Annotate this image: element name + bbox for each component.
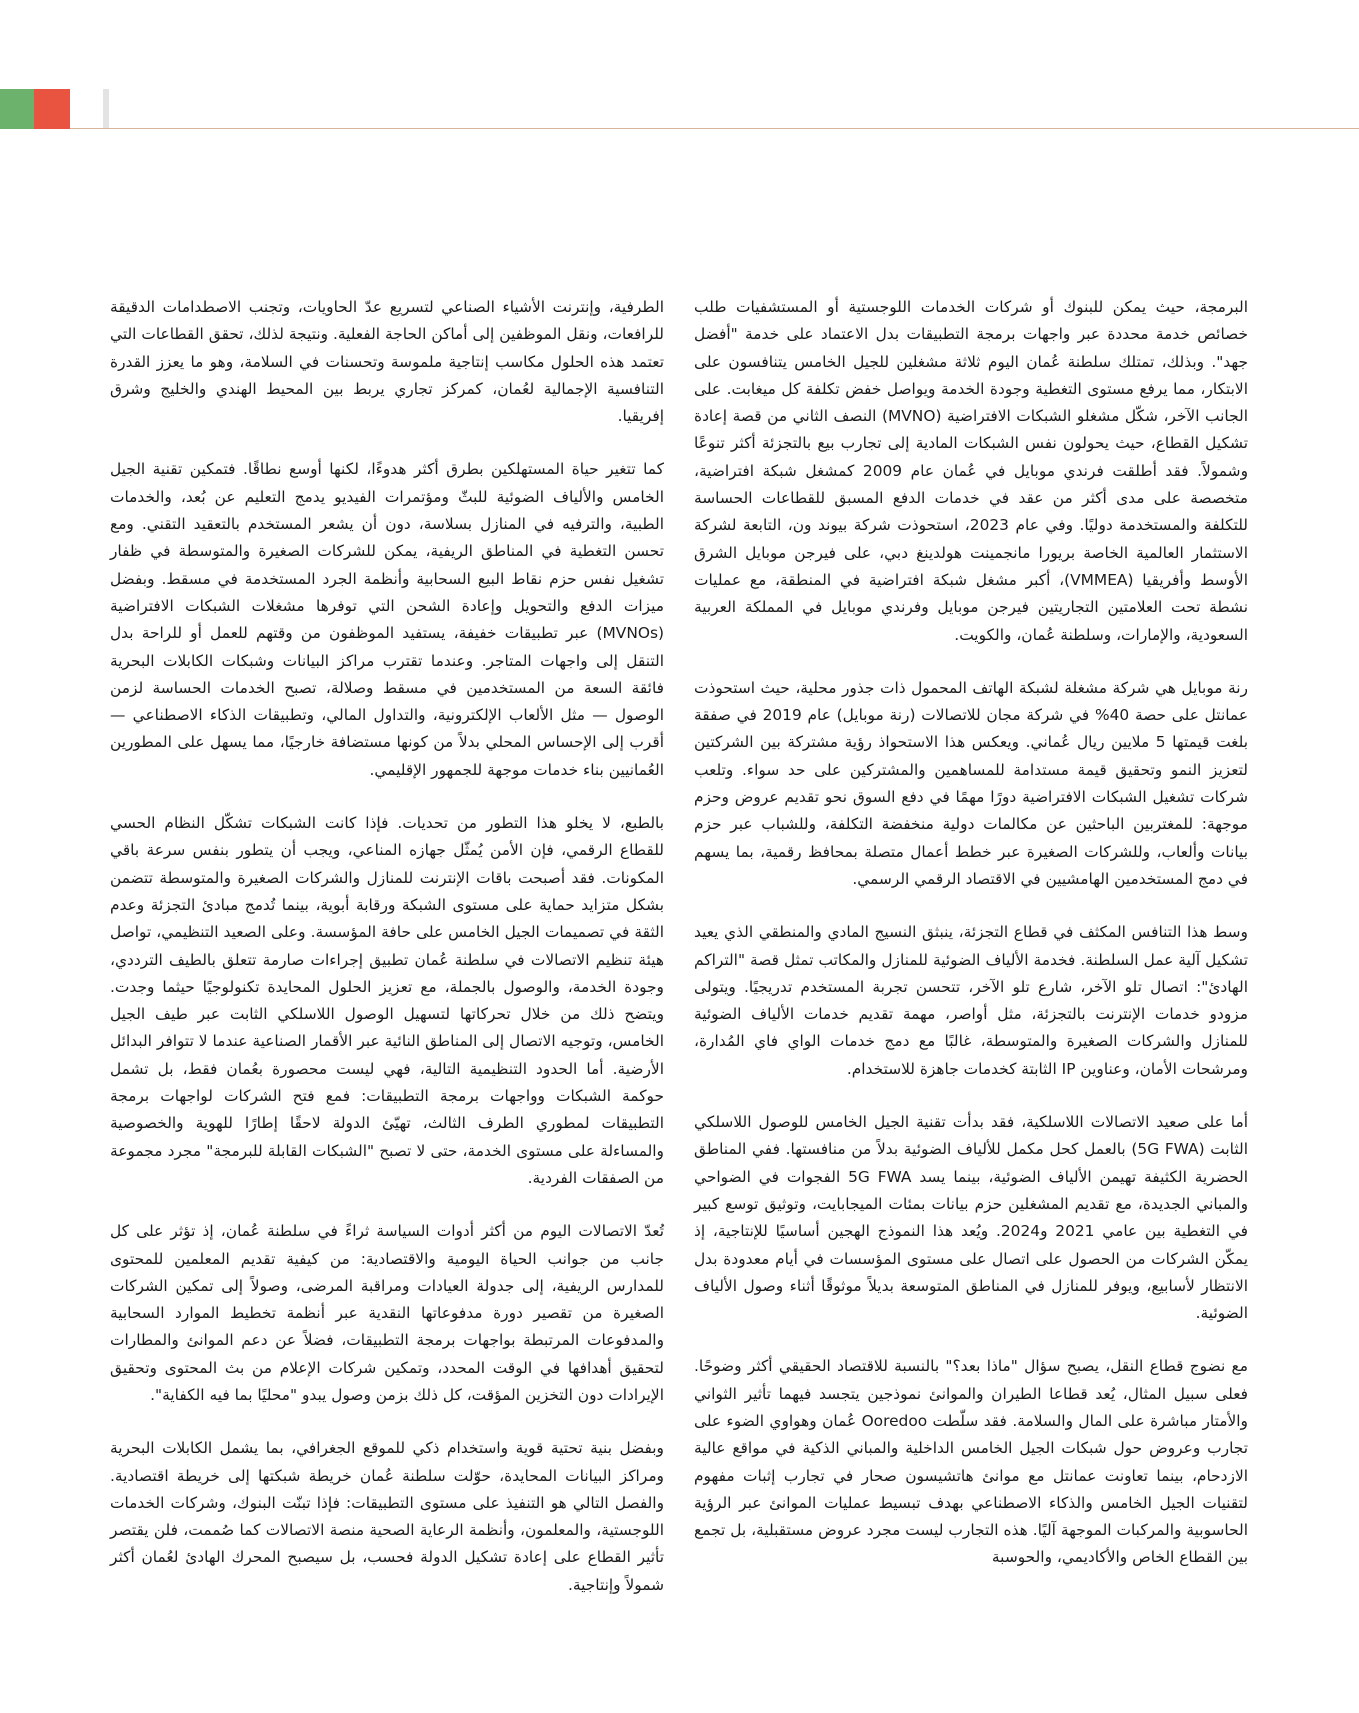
header-accent-red — [34, 89, 70, 129]
right-column — [694, 294, 1248, 1598]
paragraph: بالطبع، لا يخلو هذا التطور من تحديات. فإذا كانت الشبكات تشكّل النظام الحسي للقطاع الرقمي، فإن الأمن يُمثّل جهازه المناعي، ويجب أن يتطور بنفس سرعة باقي المكونات. فقد أصبحت باقات الإنترنت للمنازل والشركات الصغيرة والمتوسطة تتضمن بشكل متزايد حماية على مستوى الشبكة ورقابة أبوية، بينما تُدمج مبادئ التجزئة وعدم الثقة في تصميمات الجيل الخامس على حافة المؤسسة. وعلى الصعيد التنظيمي، تواصل هيئة تنظيم الاتصالات في سلطنة عُمان تطبيق إجراءات صارمة تتعلق بالطيف الترددي، وجودة الخدمة، والوصول بالجملة، مع تعزيز الحلول المحايدة تكنولوجيًا حيثما وجدت. ويتضح ذلك من خلال تحركاتها لتسهيل الوصول اللاسلكي الثابت عبر طيف الجيل الخامس، وتوجيه الاتصال إلى المناطق النائية عبر الأقمار الصناعية عندما لا تتوافر البدائل الأرضية. أما الحدود التنظيمية التالية، فهي ليست محصورة بعُمان فقط، بل تشمل حوكمة الشبكات وواجهات برمجة التطبيقات: فمع فتح الشركات لواجهات برمجة التطبيقات لمطوري الطرف الثالث، تهيّئ الدولة لاحقًا إطارًا للهوية والخصوصية والمساءلة على مستوى الخدمة، حتى لا تصبح "الشبكات القابلة للبرمجة" مجرد مجموعة من الصفقات الفردية. — [110, 814, 664, 1187]
paragraph: أما على صعيد الاتصالات اللاسلكية، فقد بدأت تقنية الجيل الخامس للوصول اللاسلكي الثابت (5G FWA) بالعمل كحل مكمل للألياف الضوئية بدلاً من منافستها. ففي المناطق الحضرية الكثيفة تهيمن الألياف الضوئية، بينما يسد 5G FWA الفجوات في الضواحي والمباني الجديدة، مع تقديم المشغلين حزم بيانات بمئات الميجابايت، وتوثيق توسع كبير في التغطية بين عامي 2021 و2024. ويُعد هذا النموذج الهجين أساسيًا للإنتاجية، إذ يمكّن الشركات من الحصول على اتصال على مستوى المؤسسات في أيام معدودة بدل الانتظار لأسابيع، ويوفر للمنازل في المناطق المتوسعة بديلاً موثوقًا أثناء وصول الألياف الضوئية. — [694, 1113, 1249, 1323]
paragraph: كما تتغير حياة المستهلكين بطرق أكثر هدوءًا، لكنها أوسع نطاقًا. فتمكين تقنية الجيل الخامس والألياف الضوئية للبثّ ومؤتمرات الفيديو يدمج التعليم عن بُعد، والخدمات الطبية، والترفيه في المنازل بسلاسة، دون أن يشعر المستخدم بالتعقيد التقني. ومع تحسن التغطية في المناطق الريفية، يمكن للشركات الصغيرة والمتوسطة في ظفار تشغيل نفس حزم نقاط البيع السحابية وأنظمة الجرد المستخدمة في مسقط. وبفضل ميزات الدفع والتحويل وإعادة الشحن التي توفرها مشغلات الشبكات الافتراضية (MVNOs) عبر تطبيقات خفيفة، يستفيد الموظفون من وقتهم للعمل أو للراحة بدل التنقل إلى واجهات المتاجر. وعندما تقترب مراكز البيانات وشبكات الكابلات البحرية فائقة السعة من المستخدمين في مسقط وصلالة، تصبح الخدمات الحساسة لزمن الوصول — مثل الألعاب الإلكترونية، والتداول المالي، وتطبيقات الذكاء الاصطناعي — أقرب إلى الإحساس المحلي بدلاً من كونها مستضافة خارجيًا، مما يسهل على المطورين العُمانيين بناء خدمات موجهة للجمهور الإقليمي. — [110, 460, 664, 779]
paragraph: وسط هذا التنافس المكثف في قطاع التجزئة، ينبثق النسيج المادي والمنطقي الذي يعيد تشكيل آلية عمل السلطنة. فخدمة الألياف الضوئية للمنازل والمكاتب تمثل قصة "التراكم الهادئ": اتصال تلو الآخر، شارع تلو الآخر، تتحسن تجربة المستخدم تدريجيًا. ويتولى مزودو خدمات الإنترنت بالتجزئة، مثل أواصر، مهمة تقديم خدمات الألياف الضوئية للمنازل والشركات الصغيرة والمتوسطة، غالبًا مع دمج خدمات الواي فاي المُدارة، ومرشحات الأمان، وعناوين IP الثابتة كخدمات جاهزة للاستخدام. — [694, 923, 1248, 1078]
paragraph: مع نضوج قطاع النقل، يصبح سؤال "ماذا بعد؟" بالنسبة للاقتصاد الحقيقي أكثر وضوحًا. فعلى سبيل المثال، يُعد قطاعا الطيران والموانئ نموذجين يتجسد فيهما تأثير الثواني والأمتار مباشرة على المال والسلامة. فقد سلّطت Ooredoo عُمان وهواوي الضوء على تجارب وعروض حول شبكات الجيل الخامس الداخلية والمباني الذكية في مواقع عالية الازدحام، بينما تعاونت عمانتل مع موانئ هاتشيسون صحار في تجارب إثبات مفهوم لتقنيات الجيل الخامس والذكاء الاصطناعي بهدف تبسيط عمليات الموانئ عبر الرؤية الحاسوبية والمركبات الموجهة آليًا. هذه التجارب ليست مجرد عروض مستقبلية، بل تجمع بين القطاع الخاص والأكاديمي، والحوسبة — [694, 1357, 1248, 1567]
header-rule — [70, 128, 1359, 129]
paragraph: رنة موبايل هي شركة مشغلة لشبكة الهاتف المحمول ذات جذور محلية، حيث استحوذت عمانتل على حصة 40% في شركة مجان للاتصالات (رنة موبايل) عام 2019 في صفقة بلغت قيمتها 5 ملايين ريال عُماني. ويعكس هذا الاستحواذ رؤية مشتركة بين الشركتين لتعزيز النمو وتحقيق قيمة مستدامة للمساهمين والمشتركين على حد سواء. وتلعب شركات تشغيل الشبكات الافتراضية دورًا مهمًا في دفع السوق نحو تقديم عروض وحزم موجهة: للمغتربين الباحثين عن مكالمات دولية منخفضة التكلفة، وللشباب عبر حزم بيانات وألعاب، وللشركات الصغيرة عبر خطط أعمال متصلة بمحافظ رقمية، بما يسهم في دمج المستخدمين الهامشيين في الاقتصاد الرقمي الرسمي. — [694, 678, 1249, 888]
paragraph: تُعدّ الاتصالات اليوم من أكثر أدوات السياسة ثراءً في سلطنة عُمان، إذ تؤثر على كل جانب من جوانب الحياة اليومية والاقتصادية: من كيفية تقديم المعلمين للمحتوى للمدارس الريفية، إلى جدولة العيادات ومراقبة المرضى، وصولاً إلى تمكين الشركات الصغيرة من تقصير دورة مدفوعاتها النقدية عبر أنظمة تخطيط الموارد السحابية والمدفوعات المرتبطة بواجهات برمجة التطبيقات، فضلاً عن دعم الموانئ والمطارات لتحقيق أهدافها في الوقت المحدد، وتمكين شركات الإعلام من بث المحتوى وتحقيق الإيرادات دون التخزين المؤقت، كل ذلك بزمن وصول يبدو "محليًا بما فيه الكفاية". — [110, 1222, 664, 1404]
paragraph: البرمجة، حيث يمكن للبنوك أو شركات الخدمات اللوجستية أو المستشفيات طلب خصائص خدمة محددة عبر واجهات برمجة التطبيقات بدل الاعتماد على خدمة "أفضل جهد". وبذلك، تمتلك سلطنة عُمان اليوم ثلاثة مشغلين للجيل الخامس يتنافسون على الابتكار، مما يرفع مستوى التغطية وجودة الخدمة ويواصل خفض تكلفة كل ميغابت. على الجانب الآخر، شكّل مشغلو الشبكات الافتراضية (MVNO) النصف الثاني من قصة إعادة تشكيل القطاع، حيث يحولون نفس الشبكات المادية إلى تجارب بيع بالتجزئة أكثر تنوعًا وشمولاً. فقد أطلقت فرندي موبايل في عُمان عام 2009 كمشغل شبكة افتراضية، متخصصة على مدى أكثر من عقد في خدمات الدفع المسبق للقطاعات الحساسة للتكلفة والمستخدمة دوليًا. وفي عام 2023، استحوذت شركة بيوند ون، التابعة لشركة الاستثمار العالمية الخاصة بريورا مانجمينت هولدينغ دبي، على فيرجن موبايل الشرق الأوسط وأفريقيا (VMMEA)، أكبر مشغل شبكة افتراضية في المنطقة، مع عمليات نشطة تحت العلامتين التجاريتين فيرجن موبايل وفرندي موبايل في المملكة العربية السعودية، والإمارات، وسلطنة عُمان، والكويت. — [694, 298, 1249, 644]
left-column — [110, 294, 664, 1625]
paragraph: الطرفية، وإنترنت الأشياء الصناعي لتسريع عدّ الحاويات، وتجنب الاصطدامات الدقيقة للرافعات، ونقل الموظفين إلى أماكن الحاجة الفعلية. ونتيجة لذلك، تحقق القطاعات التي تعتمد هذه الحلول مكاسب إنتاجية ملموسة وتحسنات في السلامة، وهو ما يعزز القدرة التنافسية الإجمالية لعُمان، كمركز تجاري يربط بين المحيط الهندي والخليج وشرق إفريقيا. — [110, 298, 664, 426]
header-accent-green — [0, 89, 34, 129]
paragraph: وبفضل بنية تحتية قوية واستخدام ذكي للموقع الجغرافي، بما يشمل الكابلات البحرية ومراكز البيانات المحايدة، حوّلت سلطنة عُمان خريطة شبكتها إلى خريطة اقتصادية. والفصل التالي هو التنفيذ على مستوى التطبيقات: فإذا تبنّت البنوك، وشركات الخدمات اللوجستية، والمعلمون، وأنظمة الرعاية الصحية منصة الاتصالات كما صُممت، فلن يقتصر تأثير القطاع على إعادة تشكيل الدولة فحسب، بل سيصبح المحرك الهادئ لعُمان أكثر شمولاً وإنتاجية. — [110, 1439, 664, 1594]
header-accent-gray — [103, 89, 109, 129]
